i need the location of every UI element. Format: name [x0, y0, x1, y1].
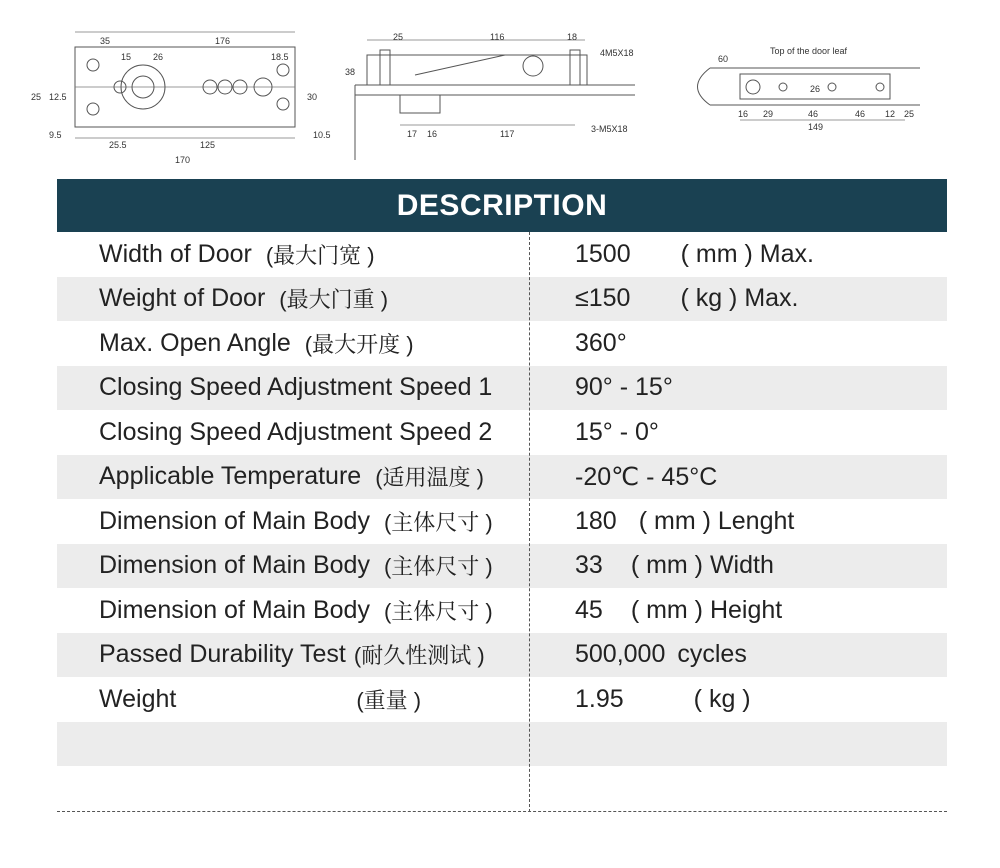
- spec-value: 500,000 cycles: [575, 640, 747, 669]
- label-4m5x18: 4M5X18: [600, 48, 634, 58]
- dim-26: 26: [810, 84, 821, 94]
- dim-149: 149: [808, 122, 824, 132]
- label-3m5x18: 3-M5X18: [591, 124, 628, 134]
- table-row: [57, 410, 947, 455]
- dim-12-5: 12.5: [49, 92, 67, 102]
- table-row: [57, 633, 947, 678]
- dim-15: 15: [121, 52, 132, 62]
- bottom-divider: [57, 811, 947, 812]
- spec-label: Dimension of Main Body (主体尺寸 ): [99, 506, 493, 535]
- dim-116: 116: [490, 32, 505, 42]
- spec-label: Weight of Door (最大门重 ): [99, 284, 389, 313]
- dim-170: 170: [175, 155, 191, 165]
- table-row: [57, 677, 947, 722]
- dim-18: 18: [567, 32, 578, 42]
- dim-30: 30: [307, 92, 318, 102]
- dim-10-5: 10.5: [313, 130, 331, 140]
- dim-60: 60: [718, 54, 729, 64]
- spec-value: 1500 ( mm ) Max.: [575, 239, 814, 268]
- dim-17: 17: [407, 129, 418, 139]
- table-row: [57, 321, 947, 366]
- spec-label: Dimension of Main Body (主体尺寸 ): [99, 595, 493, 624]
- table-row: [57, 366, 947, 411]
- table-row: [57, 499, 947, 544]
- dim-16: 16: [427, 129, 438, 139]
- spec-value: ≤150 ( kg ) Max.: [575, 284, 799, 313]
- dim-29: 29: [763, 109, 774, 119]
- spec-label: Closing Speed Adjustment Speed 2: [99, 417, 493, 446]
- technical-drawings: [0, 0, 1000, 170]
- spec-label: Weight (重量 ): [99, 684, 422, 713]
- dim-117: 117: [500, 129, 515, 139]
- dim-125: 125: [200, 140, 216, 150]
- dim-25: 25: [31, 92, 42, 102]
- dim-46a: 46: [808, 109, 819, 119]
- spec-table: [57, 232, 947, 766]
- dim-176: 176: [215, 36, 231, 46]
- spec-label: Max. Open Angle (最大开度 ): [99, 328, 414, 357]
- dim-18-5: 18.5: [271, 52, 289, 62]
- dim-9-5: 9.5: [49, 130, 62, 140]
- spec-value: 1.95 ( kg ): [575, 684, 751, 713]
- spec-label: Dimension of Main Body (主体尺寸 ): [99, 551, 493, 580]
- side-view-drawing: [345, 0, 645, 170]
- spec-label: Applicable Temperature (适用温度 ): [99, 462, 484, 491]
- door-leaf-drawing: [680, 0, 980, 170]
- dim-46b: 46: [855, 109, 866, 119]
- dim-16: 16: [738, 109, 749, 119]
- spec-value: 45 ( mm ) Height: [575, 595, 783, 624]
- table-row-empty: [57, 722, 947, 767]
- table-row: [57, 232, 947, 277]
- spec-label: Width of Door (最大门宽 ): [99, 239, 375, 268]
- spec-value: 15° - 0°: [575, 417, 659, 446]
- top-view-drawing: [25, 0, 365, 170]
- spec-value: 360°: [575, 328, 627, 357]
- spec-value: 33 ( mm ) Width: [575, 551, 774, 580]
- table-row: [57, 277, 947, 322]
- dim-25: 25: [904, 109, 915, 119]
- spec-label: Passed Durability Test (耐久性测试 ): [99, 640, 485, 669]
- label-top-door-leaf: Top of the door leaf: [770, 46, 848, 56]
- dim-35: 35: [100, 36, 111, 46]
- spec-value: 180 ( mm ) Lenght: [575, 506, 795, 535]
- table-row: [57, 544, 947, 589]
- dim-38: 38: [345, 67, 356, 77]
- description-header: DESCRIPTION: [57, 179, 947, 232]
- dim-26: 26: [153, 52, 164, 62]
- table-row: [57, 455, 947, 500]
- spec-value: -20℃ - 45°C: [575, 462, 718, 491]
- dim-25: 25: [393, 32, 404, 42]
- spec-value: 90° - 15°: [575, 373, 673, 402]
- column-divider: [529, 232, 530, 812]
- spec-label: Closing Speed Adjustment Speed 1: [99, 373, 493, 402]
- table-row: [57, 588, 947, 633]
- dim-12: 12: [885, 109, 896, 119]
- dim-25-5: 25.5: [109, 140, 127, 150]
